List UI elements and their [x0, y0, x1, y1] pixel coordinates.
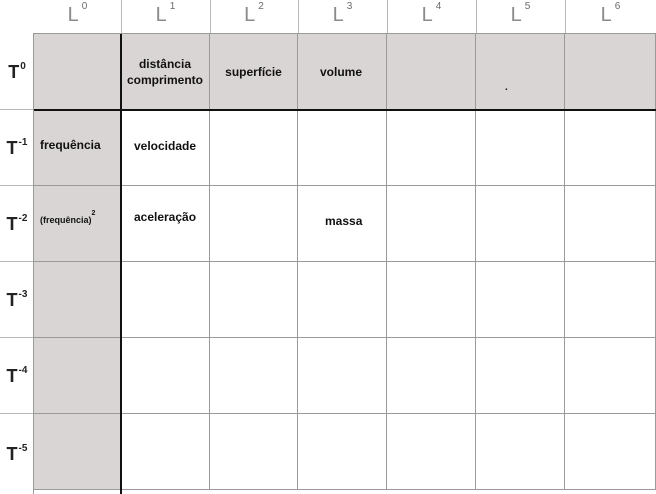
cell-T-5-L1 [121, 414, 210, 490]
cell-T-2-L2 [210, 186, 298, 262]
row-header-exp: -1 [18, 136, 28, 148]
cell-T-4-L5 [476, 338, 565, 414]
cell-T-4-L0 [34, 338, 121, 414]
cell-T-4-L6 [565, 338, 656, 414]
header-divider [387, 0, 388, 34]
cell-T0-L3 [298, 34, 387, 110]
cell-T-2-L1 [121, 186, 210, 262]
cell-T-1-L1 [121, 110, 210, 186]
col-header-base: L [67, 4, 79, 26]
cell-T-2-L3 [298, 186, 387, 262]
col-header-base: L [155, 4, 167, 26]
col-header-exp: 3 [346, 1, 353, 12]
cell-T-4-L1 [121, 338, 210, 414]
row-divider [0, 337, 34, 338]
cell-T-5-L5 [476, 414, 565, 490]
row-divider [0, 261, 34, 262]
cell-T-4-L4 [387, 338, 476, 414]
cell-label-velocidade: velocidade [133, 138, 197, 153]
header-divider [210, 0, 211, 34]
cell-T-3-L2 [210, 262, 298, 338]
row-header-base: T [8, 61, 20, 82]
cell-T-3-L6 [565, 262, 656, 338]
col-header-L5 [476, 0, 565, 34]
row-divider [0, 185, 34, 186]
col-header-exp: 4 [435, 1, 442, 12]
grid-top-border [33, 33, 656, 34]
cell-label-exp: 2 [91, 209, 96, 217]
row-header-exp: -5 [18, 442, 28, 454]
cell-T-5-L2 [210, 414, 298, 490]
col-header-exp: 5 [524, 1, 531, 12]
cell-T-1-L5 [476, 110, 565, 186]
row-header-base: T [6, 365, 18, 386]
cell-T-1-L2 [210, 110, 298, 186]
row-header-exp: -4 [18, 364, 28, 376]
cell-label-aceleracao: aceleração [133, 209, 197, 224]
cell-T-2-L4 [387, 186, 476, 262]
row-header-exp: -3 [18, 288, 28, 300]
cell-label-superficie: superfície [225, 64, 282, 79]
col-header-L2 [210, 0, 298, 34]
cell-T-1-L0 [34, 110, 121, 186]
row-header-T0 [0, 34, 34, 110]
cell-T-1-L4 [387, 110, 476, 186]
col-header-L1 [121, 0, 210, 34]
header-divider [298, 0, 299, 34]
cell-T-3-L3 [298, 262, 387, 338]
cell-label-frequencia: frequência [40, 137, 101, 152]
col-header-base: L [600, 4, 612, 26]
cell-T-2-L0 [34, 186, 121, 262]
row-header-base: T [6, 137, 18, 158]
cell-T-5-L6 [565, 414, 656, 490]
cell-T0-L1 [121, 34, 210, 110]
grid-left-border [33, 34, 34, 494]
cell-T0-L6 [565, 34, 656, 110]
col-header-L4 [387, 0, 476, 34]
col-header-L0 [34, 0, 121, 34]
row-header-base: T [6, 213, 18, 234]
row-header-base: T [6, 443, 18, 464]
cell-T-1-L3 [298, 110, 387, 186]
cell-label-frequencia-base: (frequência) [40, 214, 92, 225]
cell-T-3-L0 [34, 262, 121, 338]
row-divider [0, 109, 34, 110]
col-header-L6 [565, 0, 656, 34]
row-header-exp: -2 [18, 212, 28, 224]
cell-T0-L2 [210, 34, 298, 110]
cell-label-massa: massa [325, 213, 363, 228]
header-divider [565, 0, 566, 34]
cell-T-2-L5 [476, 186, 565, 262]
cell-T-5-L0 [34, 414, 121, 490]
col-header-base: L [244, 4, 256, 26]
col-header-base: L [510, 4, 522, 26]
col-header-base: L [332, 4, 344, 26]
cell-T-4-L3 [298, 338, 387, 414]
cell-T-5-L3 [298, 414, 387, 490]
cell-T0-L0 [34, 34, 121, 110]
cell-text-group [127, 56, 203, 88]
row-header-base: T [6, 289, 18, 310]
cell-T0-L4 [387, 34, 476, 110]
cell-T0-L5 [476, 34, 565, 110]
row-header-exp: 0 [20, 60, 26, 72]
row-header-T-5 [0, 414, 34, 494]
cell-T-2-L6 [565, 186, 656, 262]
cell-T-3-L4 [387, 262, 476, 338]
cell-label-comprimento: comprimento [126, 72, 203, 87]
row-header-T-2 [0, 186, 34, 262]
axis-vertical-line [120, 34, 122, 494]
cell-T-3-L5 [476, 262, 565, 338]
cell-label-frequencia-squared [40, 210, 95, 228]
cell-T-5-L4 [387, 414, 476, 490]
cell-label-volume: volume [320, 64, 363, 79]
axis-horizontal-line [34, 109, 656, 111]
cell-T-3-L1 [121, 262, 210, 338]
row-header-T-1 [0, 110, 34, 186]
col-header-exp: 0 [81, 1, 88, 12]
col-header-exp: 1 [169, 1, 176, 12]
cell-label-distancia: distância [138, 56, 191, 71]
row-header-T-4 [0, 338, 34, 414]
cell-T-4-L2 [210, 338, 298, 414]
row-divider [0, 413, 34, 414]
row-header-T-3 [0, 262, 34, 338]
header-divider [476, 0, 477, 34]
cell-mark-dot: . [505, 82, 508, 93]
cell-T-1-L6 [565, 110, 656, 186]
col-header-exp: 2 [258, 1, 264, 12]
col-header-exp: 6 [614, 1, 621, 12]
col-header-base: L [421, 4, 433, 26]
header-divider [121, 0, 122, 34]
col-header-L3 [298, 0, 387, 34]
